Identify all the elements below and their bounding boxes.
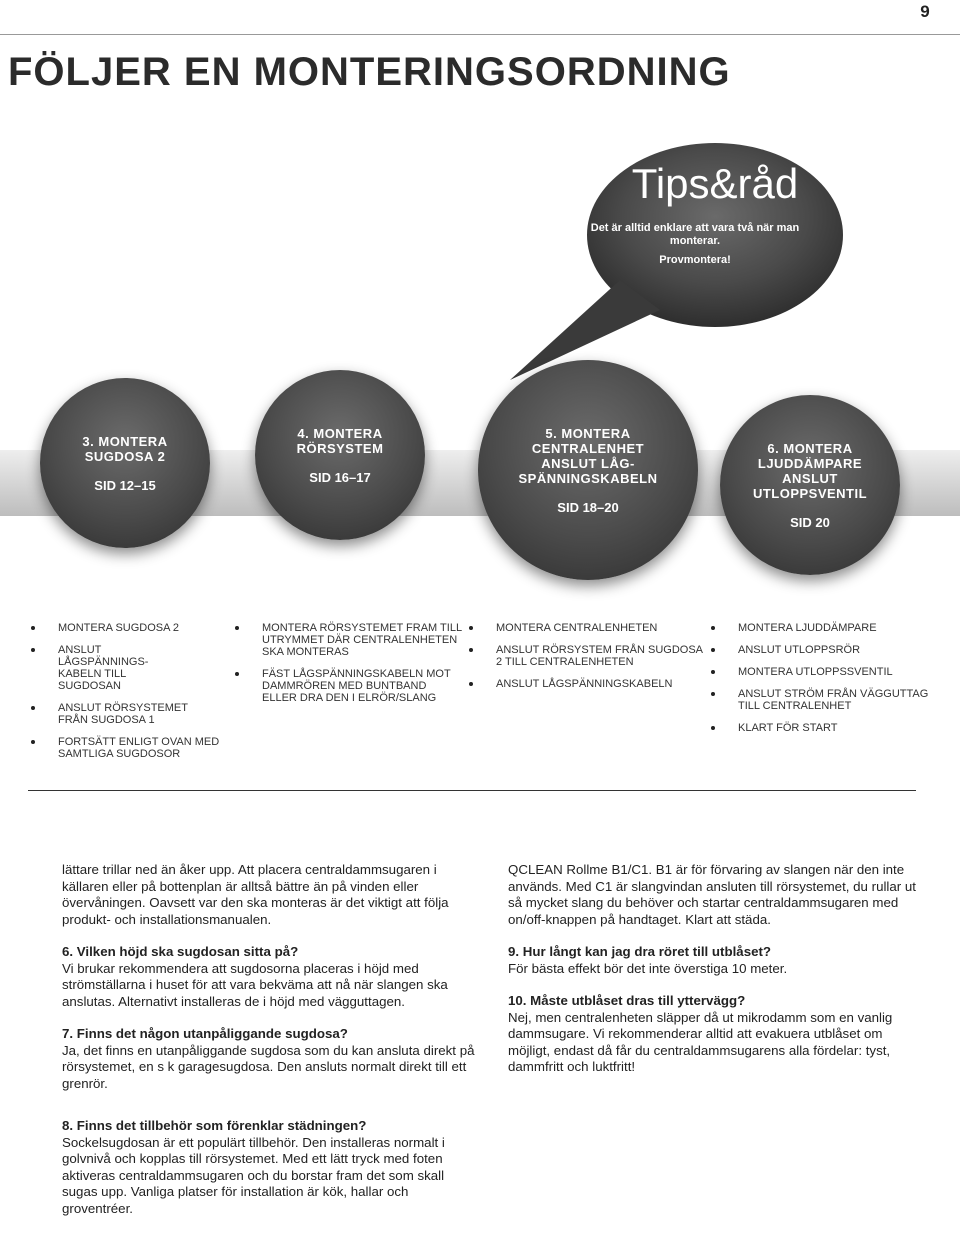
checklist-step-6 <box>708 622 940 744</box>
answer-6: Vi brukar rekommendera att sugdosorna placeras i höjd med strömställarna i huset för att vara bekväma att nå när slangen ska anslutas. Alternativt installeras de i höjd med vägguttagen. <box>62 960 448 1009</box>
step-pages: SID 18–20 <box>557 499 619 515</box>
right-column <box>508 862 928 1092</box>
answer-8: Sockelsugdosan är ett populärt tillbehör. Den installeras normalt i golvnivå och kopplas till rörsystemet. Med ett lätt tryck med foten aktiveras centraldammsugaren och du borstar fram det som skall sugas upp. Vanliga platser för installation är kök, hallar och groventréer. <box>62 1134 445 1216</box>
step-title: 4. MONTERA RÖRSYSTEM <box>296 425 384 456</box>
answer-7: Ja, det finns en utanpåliggande sugdosa som du kan ansluta direkt på rörsystemet, en s k garagesugdosa. Den ansluts normalt direkt till ett grenrör. <box>62 1042 475 1091</box>
left-column <box>62 862 482 1233</box>
step-title: 6. MONTERA LJUDDÄMPARE ANSLUT UTLOPPSVENTIL <box>752 440 868 501</box>
right-intro: QCLEAN Rollme B1/C1. B1 är för förvaring av slangen när den inte används. Med C1 är slangvindan ansluten till rörsystemet, du rullar ut så mycket slang du behöver och startar centraldammsugaren med on/off-knappen på handtaget. Klart att städa. <box>508 862 916 927</box>
header-rule <box>0 34 960 35</box>
list-item: FORTSÄTT ENLIGT OVAN MED SAMTLIGA SUGDOSOR <box>28 736 228 760</box>
left-intro: lättare trillar ned än åker upp. Att placera centraldammsugaren i källaren eller på bottenplan är alltså bättre än på vinden eller övervåningen. Oavsett var den ska monteras är det viktigt att följa produkt- och installationsmanualen. <box>62 862 449 927</box>
checklist-step-4 <box>232 622 462 714</box>
tips-provmontera: Provmontera! <box>659 254 731 266</box>
list-item: MONTERA RÖRSYSTEMET FRAM TILL UTRYMMET DÄR CENTRALENHETEN SKA MONTERAS <box>232 622 462 658</box>
list-item: MONTERA UTLOPPSSVENTIL <box>708 666 940 678</box>
question-8: 8. Finns det tillbehör som förenklar städningen? <box>62 1118 367 1133</box>
page-title: FÖLJER EN MONTERINGSORDNING <box>8 50 731 94</box>
step-circle-5 <box>478 360 698 580</box>
step-pages: SID 20 <box>790 514 830 530</box>
question-9: 9. Hur långt kan jag dra röret till utblåset? <box>508 944 772 959</box>
step-circle-6 <box>720 395 900 575</box>
checklist-step-5 <box>466 622 706 700</box>
step-circle-3 <box>40 378 210 548</box>
checklist-step-3 <box>28 622 218 770</box>
list-item: FÄST LÅGSPÄNNINGSKABELN MOT DAMMRÖREN MED BUNTBAND ELLER DRA DEN I ELRÖR/SLANG <box>232 668 462 704</box>
list-item: ANSLUT LÅGSPÄNNINGSKABELN <box>466 678 706 690</box>
list-item: MONTERA SUGDOSA 2 <box>28 622 218 634</box>
step-pages: SID 12–15 <box>94 477 156 493</box>
list-item: ANSLUT STRÖM FRÅN VÄGGUTTAG TILL CENTRALENHET <box>708 688 940 712</box>
tips-text: Det är alltid enklare att vara två när man monterar. <box>590 222 800 247</box>
list-item: ANSLUT LÅGSPÄNNINGS-KABELN TILL SUGDOSAN <box>28 644 188 692</box>
question-10: 10. Måste utblåset dras till yttervägg? <box>508 993 746 1008</box>
step-title: 3. MONTERA SUGDOSA 2 <box>82 433 168 464</box>
list-item: ANSLUT UTLOPPSRÖR <box>708 644 940 656</box>
question-6: 6. Vilken höjd ska sugdosan sitta på? <box>62 944 299 959</box>
step-pages: SID 16–17 <box>309 469 371 485</box>
answer-10: Nej, men centralenheten släpper då ut mikrodamm som en vanlig dammsugare. Vi rekommenderar alltid att evakuera utblåset om möjligt, endast då får du centraldammsugarens alla fördelar: tyst, dammfritt och luktfritt! <box>508 1009 893 1074</box>
list-item: KLART FÖR START <box>708 722 940 734</box>
step-circle-4 <box>255 370 425 540</box>
section-divider <box>28 790 916 791</box>
page-number: 9 <box>920 2 930 21</box>
question-7: 7. Finns det någon utanpåliggande sugdosa? <box>62 1026 348 1041</box>
list-item: MONTERA LJUDDÄMPARE <box>708 622 940 634</box>
list-item: ANSLUT RÖRSYSTEM FRÅN SUGDOSA 2 TILL CENTRALENHETEN <box>466 644 706 668</box>
list-item: ANSLUT RÖRSYSTEMET FRÅN SUGDOSA 1 <box>28 702 188 726</box>
step-title: 5. MONTERA CENTRALENHET ANSLUT LÅG-SPÄNNINGSKABELN <box>518 425 658 486</box>
answer-9: För bästa effekt bör det inte överstiga 10 meter. <box>508 960 788 976</box>
list-item: MONTERA CENTRALENHETEN <box>466 622 706 634</box>
tips-heading: Tips&råd <box>631 160 799 207</box>
